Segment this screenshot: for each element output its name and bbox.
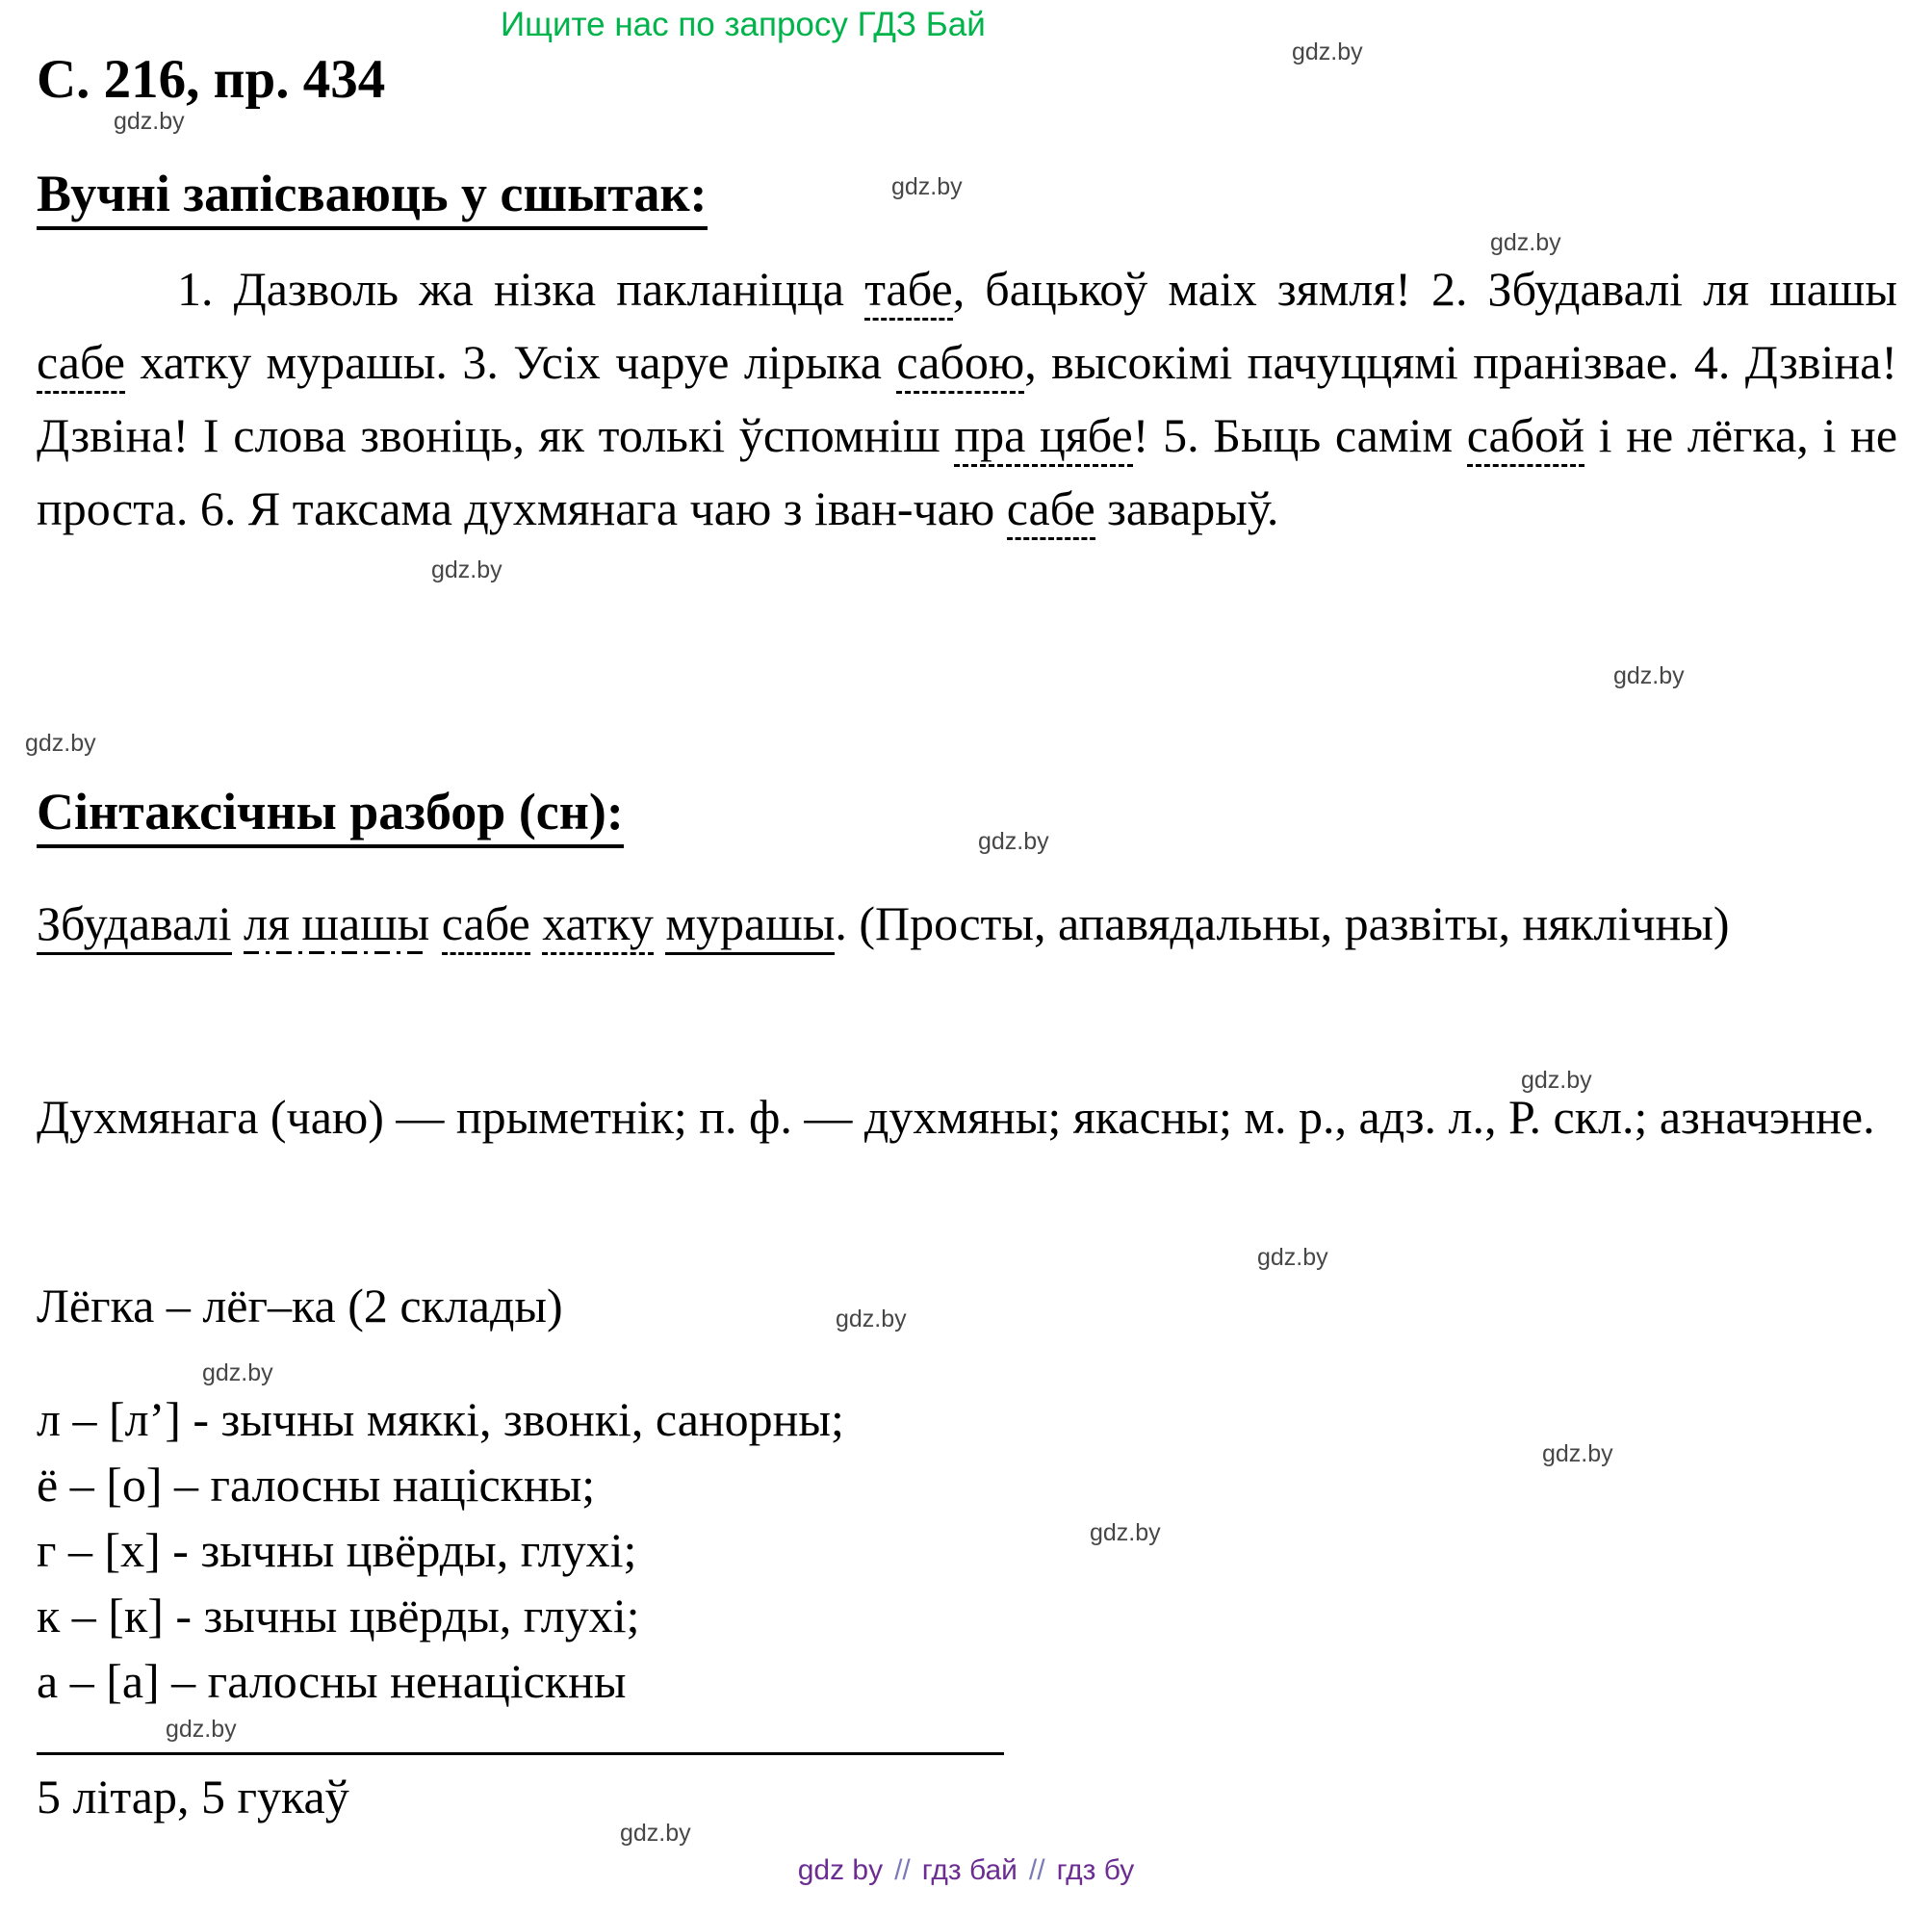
underlined-word: сабой bbox=[1467, 408, 1584, 467]
phonetic-line: к – [к] - зычны цвёрды, глухі; bbox=[37, 1589, 640, 1642]
section-heading-parse: Сінтаксічны разбор (сн): bbox=[37, 782, 624, 848]
gdz-watermark: gdz.by bbox=[1542, 1440, 1613, 1467]
letters-sounds-count: 5 літар, 5 гукаў bbox=[37, 1770, 349, 1823]
gdz-watermark: gdz.by bbox=[1613, 662, 1685, 689]
underlined-word: хатку bbox=[542, 896, 654, 955]
text-segment: хатку мурашы. 3. Усіх чаруе лірыка bbox=[124, 335, 897, 389]
underlined-word: пра цябе bbox=[954, 408, 1132, 467]
underlined-word: сабе bbox=[1007, 481, 1095, 540]
footer-gdz-by: gdz by bbox=[797, 1854, 884, 1886]
text-segment bbox=[530, 896, 543, 950]
gdz-watermark: gdz.by bbox=[836, 1306, 907, 1332]
gdz-watermark: gdz.by bbox=[978, 828, 1049, 855]
gdz-watermark: gdz.by bbox=[25, 730, 96, 757]
phonetic-line: г – [х] - зычны цвёрды, глухі; bbox=[37, 1523, 637, 1577]
gdz-watermark: gdz.by bbox=[202, 1359, 273, 1386]
dictation-paragraph bbox=[37, 252, 1897, 545]
divider-line bbox=[37, 1752, 1004, 1755]
underlined-word: сабе bbox=[37, 335, 125, 394]
phonetic-line: л – [л’] - зычны мяккі, звонкі, санорны; bbox=[37, 1392, 844, 1446]
gdz-watermark: gdz.by bbox=[891, 173, 963, 200]
underlined-word: Збудавалі bbox=[37, 896, 232, 955]
text-segment bbox=[654, 896, 666, 950]
footer-gdz-bai: гдз бай bbox=[921, 1854, 1018, 1886]
phonetic-analysis bbox=[37, 1386, 844, 1714]
gdz-watermark: gdz.by bbox=[166, 1716, 237, 1743]
text-segment: і не лёгка, і не проста. 6. Я таксама духмянага чаю з іван-чаю bbox=[37, 408, 1898, 535]
gdz-watermark: gdz.by bbox=[1090, 1519, 1161, 1546]
text-segment bbox=[232, 896, 245, 950]
footer-links bbox=[798, 1854, 1135, 1887]
gdz-watermark: gdz.by bbox=[1257, 1244, 1328, 1271]
underlined-word: табе bbox=[864, 262, 953, 321]
gdz-watermark: gdz.by bbox=[1292, 39, 1363, 65]
gdz-watermark: gdz.by bbox=[114, 108, 185, 135]
gdz-watermark: gdz.by bbox=[620, 1820, 691, 1847]
footer-separator: // bbox=[1028, 1854, 1045, 1886]
text-segment: , высокімі пачуццямі пранізвае. 4. Дзвіна! Дзвіна! І слова звоніць, як толькі ўспомніш bbox=[37, 335, 1897, 462]
parsed-sentence bbox=[37, 881, 1897, 967]
text-segment: ! 5. Быць самім bbox=[1132, 408, 1467, 462]
underlined-word: мурашы bbox=[665, 896, 835, 955]
gdz-watermark: gdz.by bbox=[1490, 229, 1561, 256]
footer-separator: // bbox=[894, 1854, 911, 1886]
underlined-word: сабою bbox=[896, 335, 1024, 394]
morphology-analysis: Духмянага (чаю) — прыметнік; п. ф. — духмяны; якасны; м. р., адз. л., Р. скл.; азначэнне. bbox=[37, 1090, 1875, 1144]
page-title: С. 216, пр. 434 bbox=[37, 49, 386, 110]
promo-banner: Ищите нас по запросу ГДЗ Бай bbox=[501, 6, 986, 43]
text-segment: заварыў. bbox=[1095, 481, 1279, 535]
footer-gdz-bu: гдз бу bbox=[1056, 1854, 1135, 1886]
underlined-word: сабе bbox=[442, 896, 530, 955]
phonetic-line: а – [а] – галосны ненаціскны bbox=[37, 1654, 627, 1708]
syllable-division: Лёгка – лёг–ка (2 склады) bbox=[37, 1279, 563, 1332]
text-segment: 1. Дазволь жа нізка пакланіцца bbox=[177, 262, 865, 316]
gdz-watermark: gdz.by bbox=[431, 556, 502, 583]
underlined-word: ля шашы bbox=[244, 896, 429, 954]
gdz-watermark: gdz.by bbox=[1521, 1067, 1592, 1094]
text-segment: , бацькоў маіх зямля! 2. Збудавалі ля шашы bbox=[952, 262, 1897, 316]
text-segment: . (Просты, апавядальны, развіты, няклічны) bbox=[835, 896, 1730, 950]
text-segment bbox=[429, 896, 442, 950]
phonetic-line: ё – [о] – галосны націскны; bbox=[37, 1458, 596, 1512]
section-heading-dictation: Вучні запісваюць у сшытак: bbox=[37, 164, 708, 230]
